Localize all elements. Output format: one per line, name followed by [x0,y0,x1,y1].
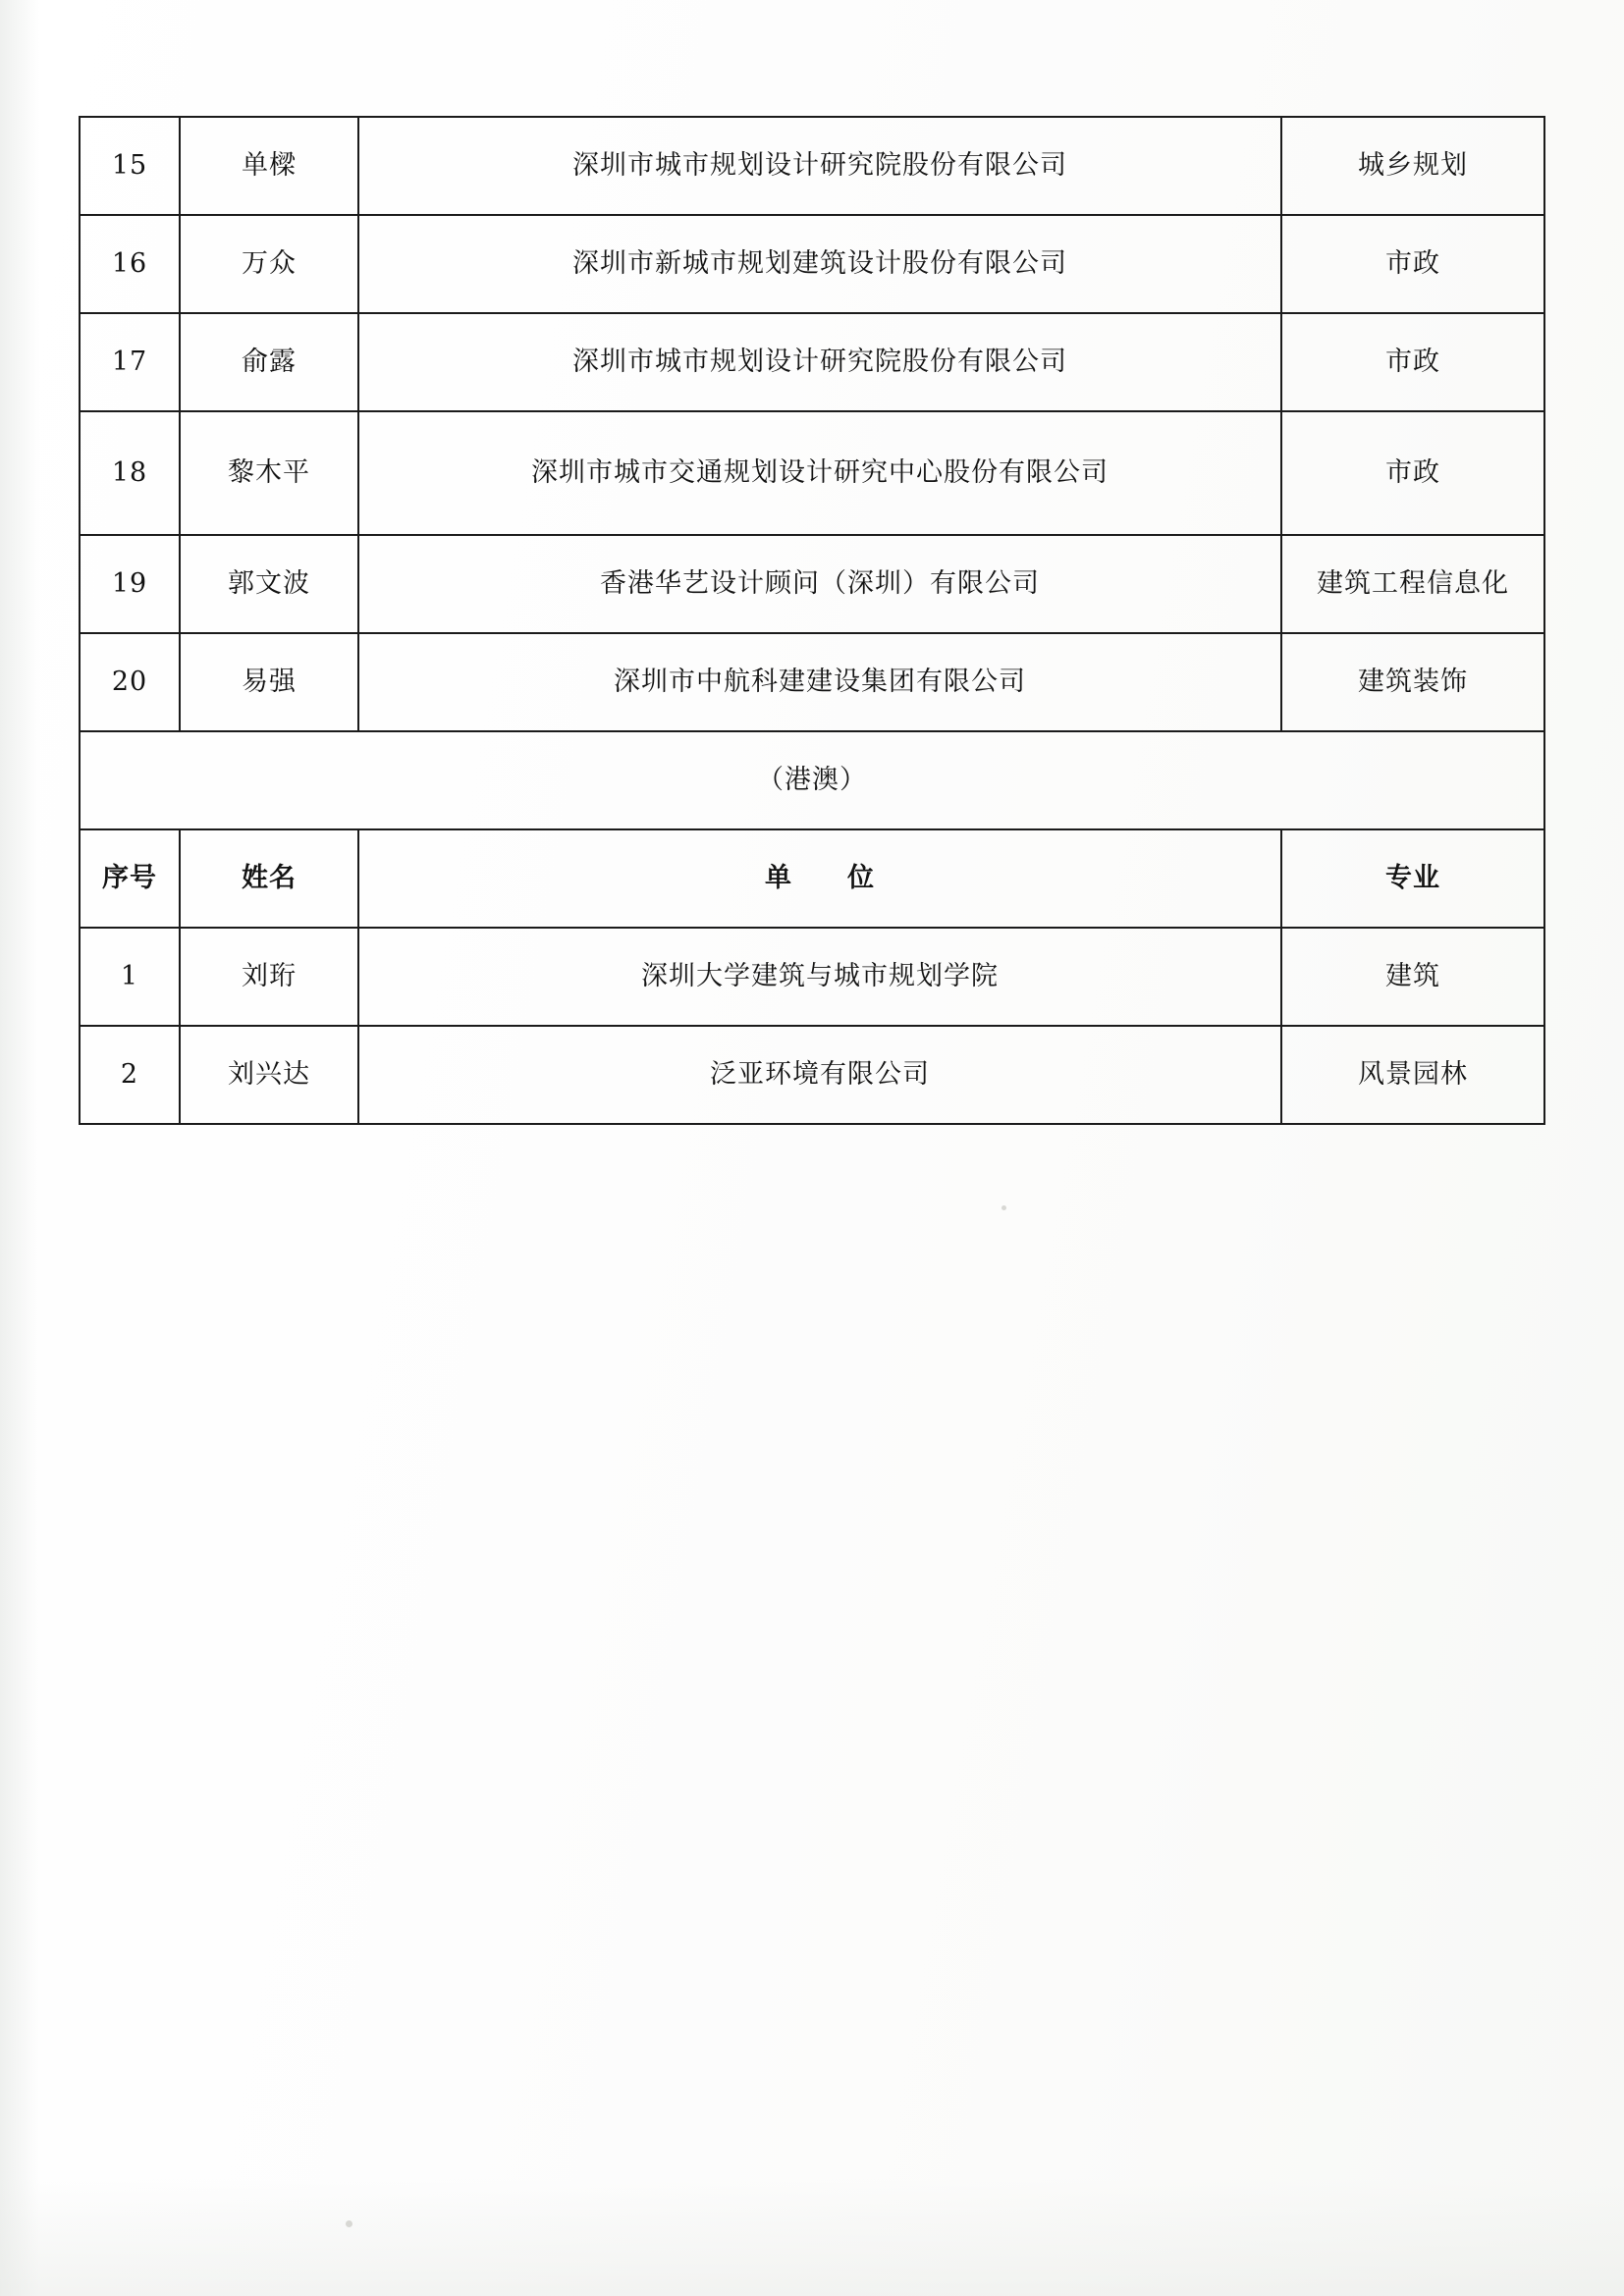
table-header-row [80,829,1544,928]
cell-unit: 深圳大学建筑与城市规划学院 [358,928,1281,1026]
cell-unit: 深圳市城市规划设计研究院股份有限公司 [358,313,1281,411]
cell-name: 刘珩 [180,928,358,1026]
cell-major: 建筑 [1281,928,1544,1026]
column-header-no: 序号 [80,829,180,928]
cell-name: 易强 [180,633,358,731]
cell-major: 建筑装饰 [1281,633,1544,731]
cell-unit: 深圳市新城市规划建筑设计股份有限公司 [358,215,1281,313]
column-header-unit: 单 位 [358,829,1281,928]
cell-major: 风景园林 [1281,1026,1544,1124]
section-label: （港澳） [80,731,1544,829]
cell-major: 市政 [1281,411,1544,535]
table-row [80,535,1544,633]
cell-major: 市政 [1281,313,1544,411]
cell-major: 建筑工程信息化 [1281,535,1544,633]
column-header-major: 专业 [1281,829,1544,928]
cell-no: 18 [80,411,180,535]
cell-name: 单樑 [180,117,358,215]
cell-no: 2 [80,1026,180,1124]
cell-unit: 香港华艺设计顾问（深圳）有限公司 [358,535,1281,633]
cell-name: 俞露 [180,313,358,411]
cell-no: 20 [80,633,180,731]
cell-name: 万众 [180,215,358,313]
scan-shadow-bottom [0,2178,1624,2296]
cell-no: 19 [80,535,180,633]
scan-speck [1001,1205,1006,1210]
cell-no: 1 [80,928,180,1026]
cell-unit: 深圳市城市规划设计研究院股份有限公司 [358,117,1281,215]
cell-name: 刘兴达 [180,1026,358,1124]
cell-no: 16 [80,215,180,313]
table-row [80,313,1544,411]
table-section-row [80,731,1544,829]
cell-unit: 深圳市中航科建建设集团有限公司 [358,633,1281,731]
cell-no: 17 [80,313,180,411]
table-row [80,411,1544,535]
cell-name: 黎木平 [180,411,358,535]
cell-name: 郭文波 [180,535,358,633]
scan-shadow-left [0,0,39,2296]
cell-major: 城乡规划 [1281,117,1544,215]
scan-speck [346,2220,352,2227]
cell-major: 市政 [1281,215,1544,313]
table-row [80,215,1544,313]
cell-no: 15 [80,117,180,215]
expert-roster-table [79,116,1545,1125]
column-header-name: 姓名 [180,829,358,928]
table-row [80,928,1544,1026]
table-row [80,633,1544,731]
cell-unit: 泛亚环境有限公司 [358,1026,1281,1124]
cell-unit: 深圳市城市交通规划设计研究中心股份有限公司 [358,411,1281,535]
table-row [80,117,1544,215]
table-row [80,1026,1544,1124]
